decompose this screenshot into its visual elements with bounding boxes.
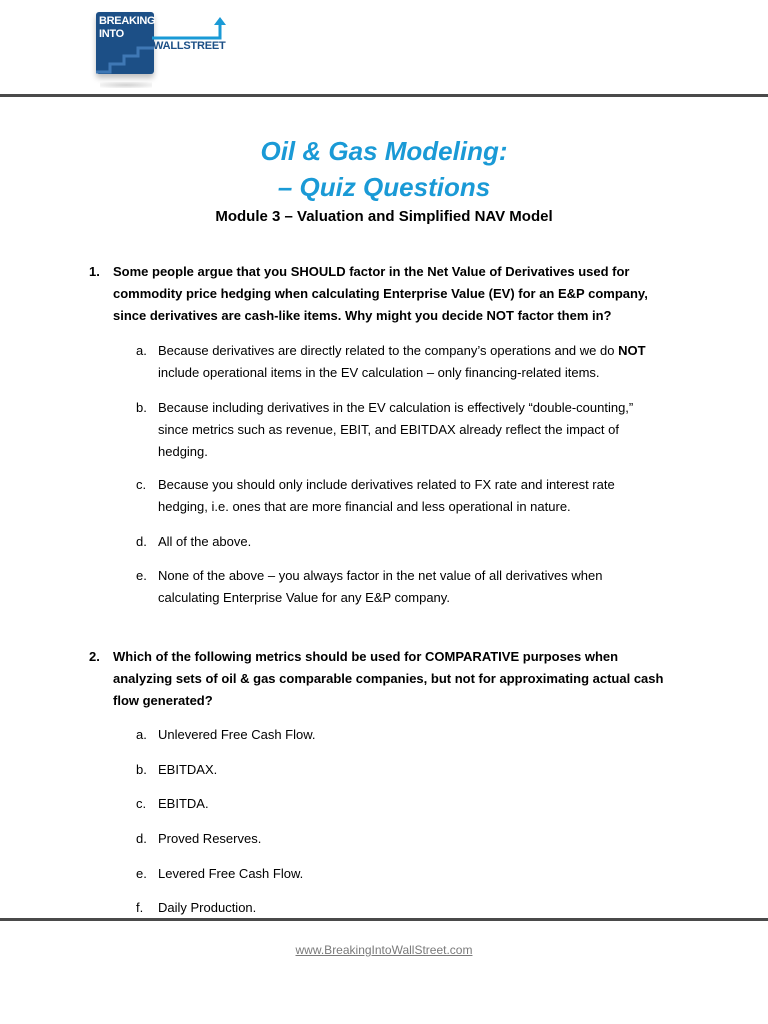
option-text bbox=[158, 724, 698, 746]
option-line: Because you should only include derivatives related to FX rate and interest rate bbox=[158, 477, 615, 492]
option-line: Daily Production. bbox=[158, 900, 257, 915]
option-line: hedging. bbox=[158, 444, 208, 459]
option-line: Because including derivatives in the EV calculation is effectively “double-counting,” bbox=[158, 400, 634, 415]
option-letter: e. bbox=[136, 866, 147, 881]
option-line: Levered Free Cash Flow. bbox=[158, 866, 304, 881]
option-letter: e. bbox=[136, 568, 147, 583]
module-subtitle: Module 3 – Valuation and Simplified NAV Model bbox=[215, 208, 553, 225]
option-text bbox=[158, 863, 698, 885]
option-letter: c. bbox=[136, 477, 147, 492]
option-letter: a. bbox=[136, 727, 147, 742]
option-text bbox=[158, 397, 698, 463]
title-line-1: Oil & Gas Modeling: bbox=[260, 136, 508, 166]
logo-text-line3: WALLSTREET bbox=[153, 40, 226, 52]
option-letter: d. bbox=[136, 831, 147, 846]
option-text bbox=[158, 897, 698, 919]
website-link[interactable]: www.BreakingIntoWallStreet.com bbox=[295, 943, 473, 957]
logo-shadow bbox=[100, 82, 152, 88]
option-letter: c. bbox=[136, 796, 147, 811]
question-number: 2. bbox=[89, 649, 100, 664]
logo-text-line1: BREAKING bbox=[99, 15, 156, 27]
option-text bbox=[158, 793, 698, 815]
option-letter: d. bbox=[136, 534, 147, 549]
question-line: analyzing sets of oil & gas comparable companies, but not for approximating actual cash bbox=[113, 671, 664, 686]
option-text bbox=[158, 340, 698, 384]
question-text bbox=[113, 261, 673, 327]
footer-divider bbox=[0, 918, 768, 921]
option-text bbox=[158, 759, 698, 781]
option-line bbox=[158, 340, 698, 362]
option-letter: b. bbox=[136, 400, 147, 415]
option-line: calculating Enterprise Value for any E&P company. bbox=[158, 590, 450, 605]
option-line-part: Because derivatives are directly related to the company’s operations and we do bbox=[158, 343, 619, 358]
option-line: hedging, i.e. ones that are more financial and less operational in nature. bbox=[158, 499, 571, 514]
option-text bbox=[158, 531, 698, 553]
logo-text-line2: INTO bbox=[99, 28, 124, 40]
option-line: include operational items in the EV calculation – only financing-related items. bbox=[158, 365, 600, 380]
title-line-2: – Quiz Questions bbox=[277, 172, 491, 202]
option-line: Unlevered Free Cash Flow. bbox=[158, 727, 316, 742]
option-line: EBITDAX. bbox=[158, 762, 218, 777]
option-line: EBITDA. bbox=[158, 796, 209, 811]
option-letter: f. bbox=[136, 900, 144, 915]
option-letter: a. bbox=[136, 343, 147, 358]
header-divider bbox=[0, 94, 768, 97]
up-arrow-icon bbox=[152, 16, 226, 42]
option-text bbox=[158, 474, 698, 518]
option-text bbox=[158, 565, 698, 609]
question-line: since derivatives are cash-like items. Why might you decide NOT factor them in? bbox=[113, 308, 612, 323]
question-line: flow generated? bbox=[113, 693, 213, 708]
option-bold-word: NOT bbox=[618, 343, 646, 358]
option-line: since metrics such as revenue, EBIT, and EBITDAX already reflect the impact of bbox=[158, 422, 619, 437]
question-line: Some people argue that you SHOULD factor in the Net Value of Derivatives used for bbox=[113, 264, 630, 279]
logo-box bbox=[96, 12, 154, 74]
option-letter: b. bbox=[136, 762, 147, 777]
breaking-into-wallstreet-logo bbox=[96, 12, 236, 90]
option-line: Proved Reserves. bbox=[158, 831, 262, 846]
question-text bbox=[113, 646, 673, 712]
question-line: Which of the following metrics should be used for COMPARATIVE purposes when bbox=[113, 649, 619, 664]
option-text bbox=[158, 828, 698, 850]
option-line: None of the above – you always factor in the net value of all derivatives when bbox=[158, 568, 603, 583]
option-line: All of the above. bbox=[158, 534, 252, 549]
question-number: 1. bbox=[89, 264, 100, 279]
question-line: commodity price hedging when calculating Enterprise Value (EV) for an E&P company, bbox=[113, 286, 648, 301]
stairs-icon bbox=[96, 42, 154, 74]
